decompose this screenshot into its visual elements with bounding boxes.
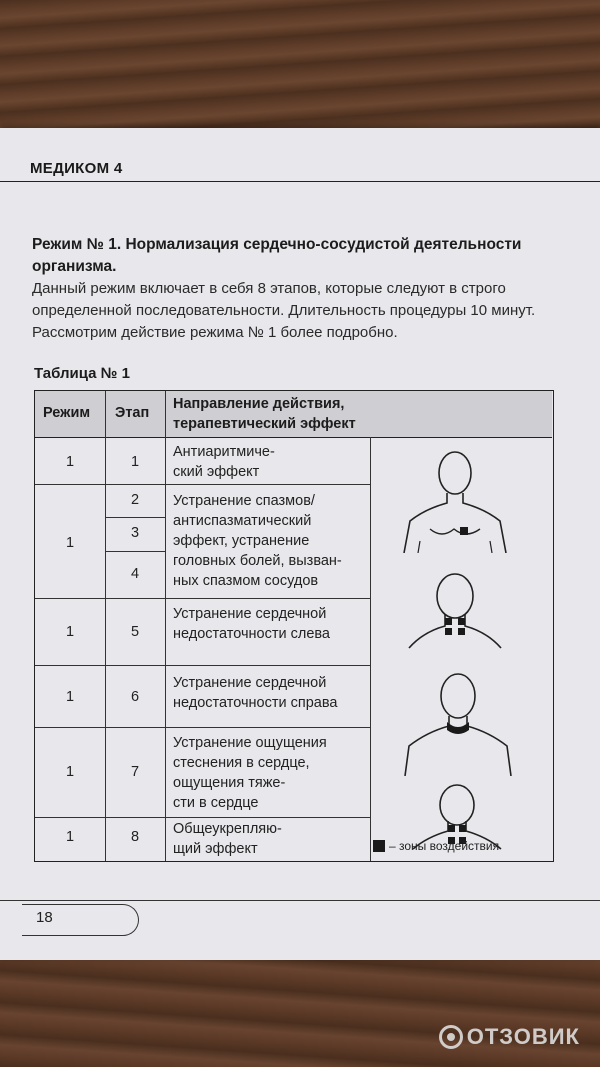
- mode-heading: Режим № 1. Нормализация сердечно-сосудистой деятельности организма.: [32, 236, 522, 275]
- row-effect: Устранение ощущения стеснения в сердце, ощущения тяже- сти в сердце: [173, 735, 327, 811]
- row-effect: Устранение сердечной недостаточности справа: [173, 675, 338, 711]
- row-divider: [35, 727, 370, 728]
- row-mode: 1: [65, 829, 75, 845]
- row-stage: 6: [130, 689, 140, 705]
- row-mode: 1: [65, 535, 75, 551]
- effects-table: [34, 390, 554, 862]
- row-stage: 4: [130, 566, 140, 582]
- row-mode: 1: [65, 689, 75, 705]
- row-mode: 1: [65, 624, 75, 640]
- row-divider: [35, 598, 370, 599]
- row-stage: 3: [130, 525, 140, 541]
- wood-background-top: [0, 0, 600, 140]
- header-effect-line1: Направление действия,: [173, 396, 345, 412]
- neck-front-figure: [403, 666, 513, 776]
- legend-text: – зоны воздействия: [389, 839, 500, 853]
- otzovik-logo-icon: [439, 1025, 463, 1049]
- chest-front-figure: [400, 443, 510, 553]
- zone-marker: [460, 527, 468, 535]
- row-mode: 1: [65, 454, 75, 470]
- footer-rule: [0, 900, 600, 901]
- row-effect: Антиаритмиче- ский эффект: [173, 444, 275, 480]
- row-divider: [35, 484, 370, 485]
- row-divider: [105, 551, 165, 552]
- row-stage: 7: [130, 764, 140, 780]
- mode-description: Данный режим включает в себя 8 этапов, которые следуют в строго определенной последовательности. Длительность процедуры 10 минут. Рассмотрим действие режима № 1 более подробно.: [32, 280, 536, 341]
- row-stage: 1: [130, 454, 140, 470]
- book-page: [0, 128, 600, 960]
- row-mode: 1: [65, 764, 75, 780]
- running-title: МЕДИКОМ 4: [30, 160, 123, 177]
- header-stage: Этап: [115, 405, 150, 421]
- col-divider-3: [370, 437, 371, 861]
- row-divider: [35, 817, 370, 818]
- zones-legend: [373, 839, 499, 853]
- row-effect: Устранение спазмов/ антиспазматический эффект, устранение головных болей, вызван- ных спазмом сосудов: [173, 493, 342, 589]
- row-effect: Общеукрепляю- щий эффект: [173, 821, 282, 857]
- neck-back-figure: [405, 566, 505, 666]
- col-divider-2: [165, 391, 166, 861]
- header-rule: [0, 181, 600, 182]
- otzovik-watermark: [439, 1024, 580, 1050]
- row-divider: [105, 517, 165, 518]
- watermark-text: ОТЗОВИК: [466, 1024, 580, 1049]
- zone-square-icon: [373, 840, 385, 852]
- row-effect: Устранение сердечной недостаточности слева: [173, 606, 331, 642]
- table-header: [35, 391, 552, 438]
- table-title: Таблица № 1: [34, 365, 130, 382]
- page-number: 18: [36, 909, 53, 926]
- wood-background-bottom: [0, 955, 600, 1067]
- row-stage: 8: [130, 829, 140, 845]
- page-header: [0, 128, 600, 190]
- row-stage: 5: [130, 624, 140, 640]
- header-effect-line2: терапевтический эффект: [173, 416, 356, 432]
- header-mode: Режим: [43, 405, 91, 421]
- row-divider: [35, 665, 370, 666]
- row-stage: 2: [130, 492, 140, 508]
